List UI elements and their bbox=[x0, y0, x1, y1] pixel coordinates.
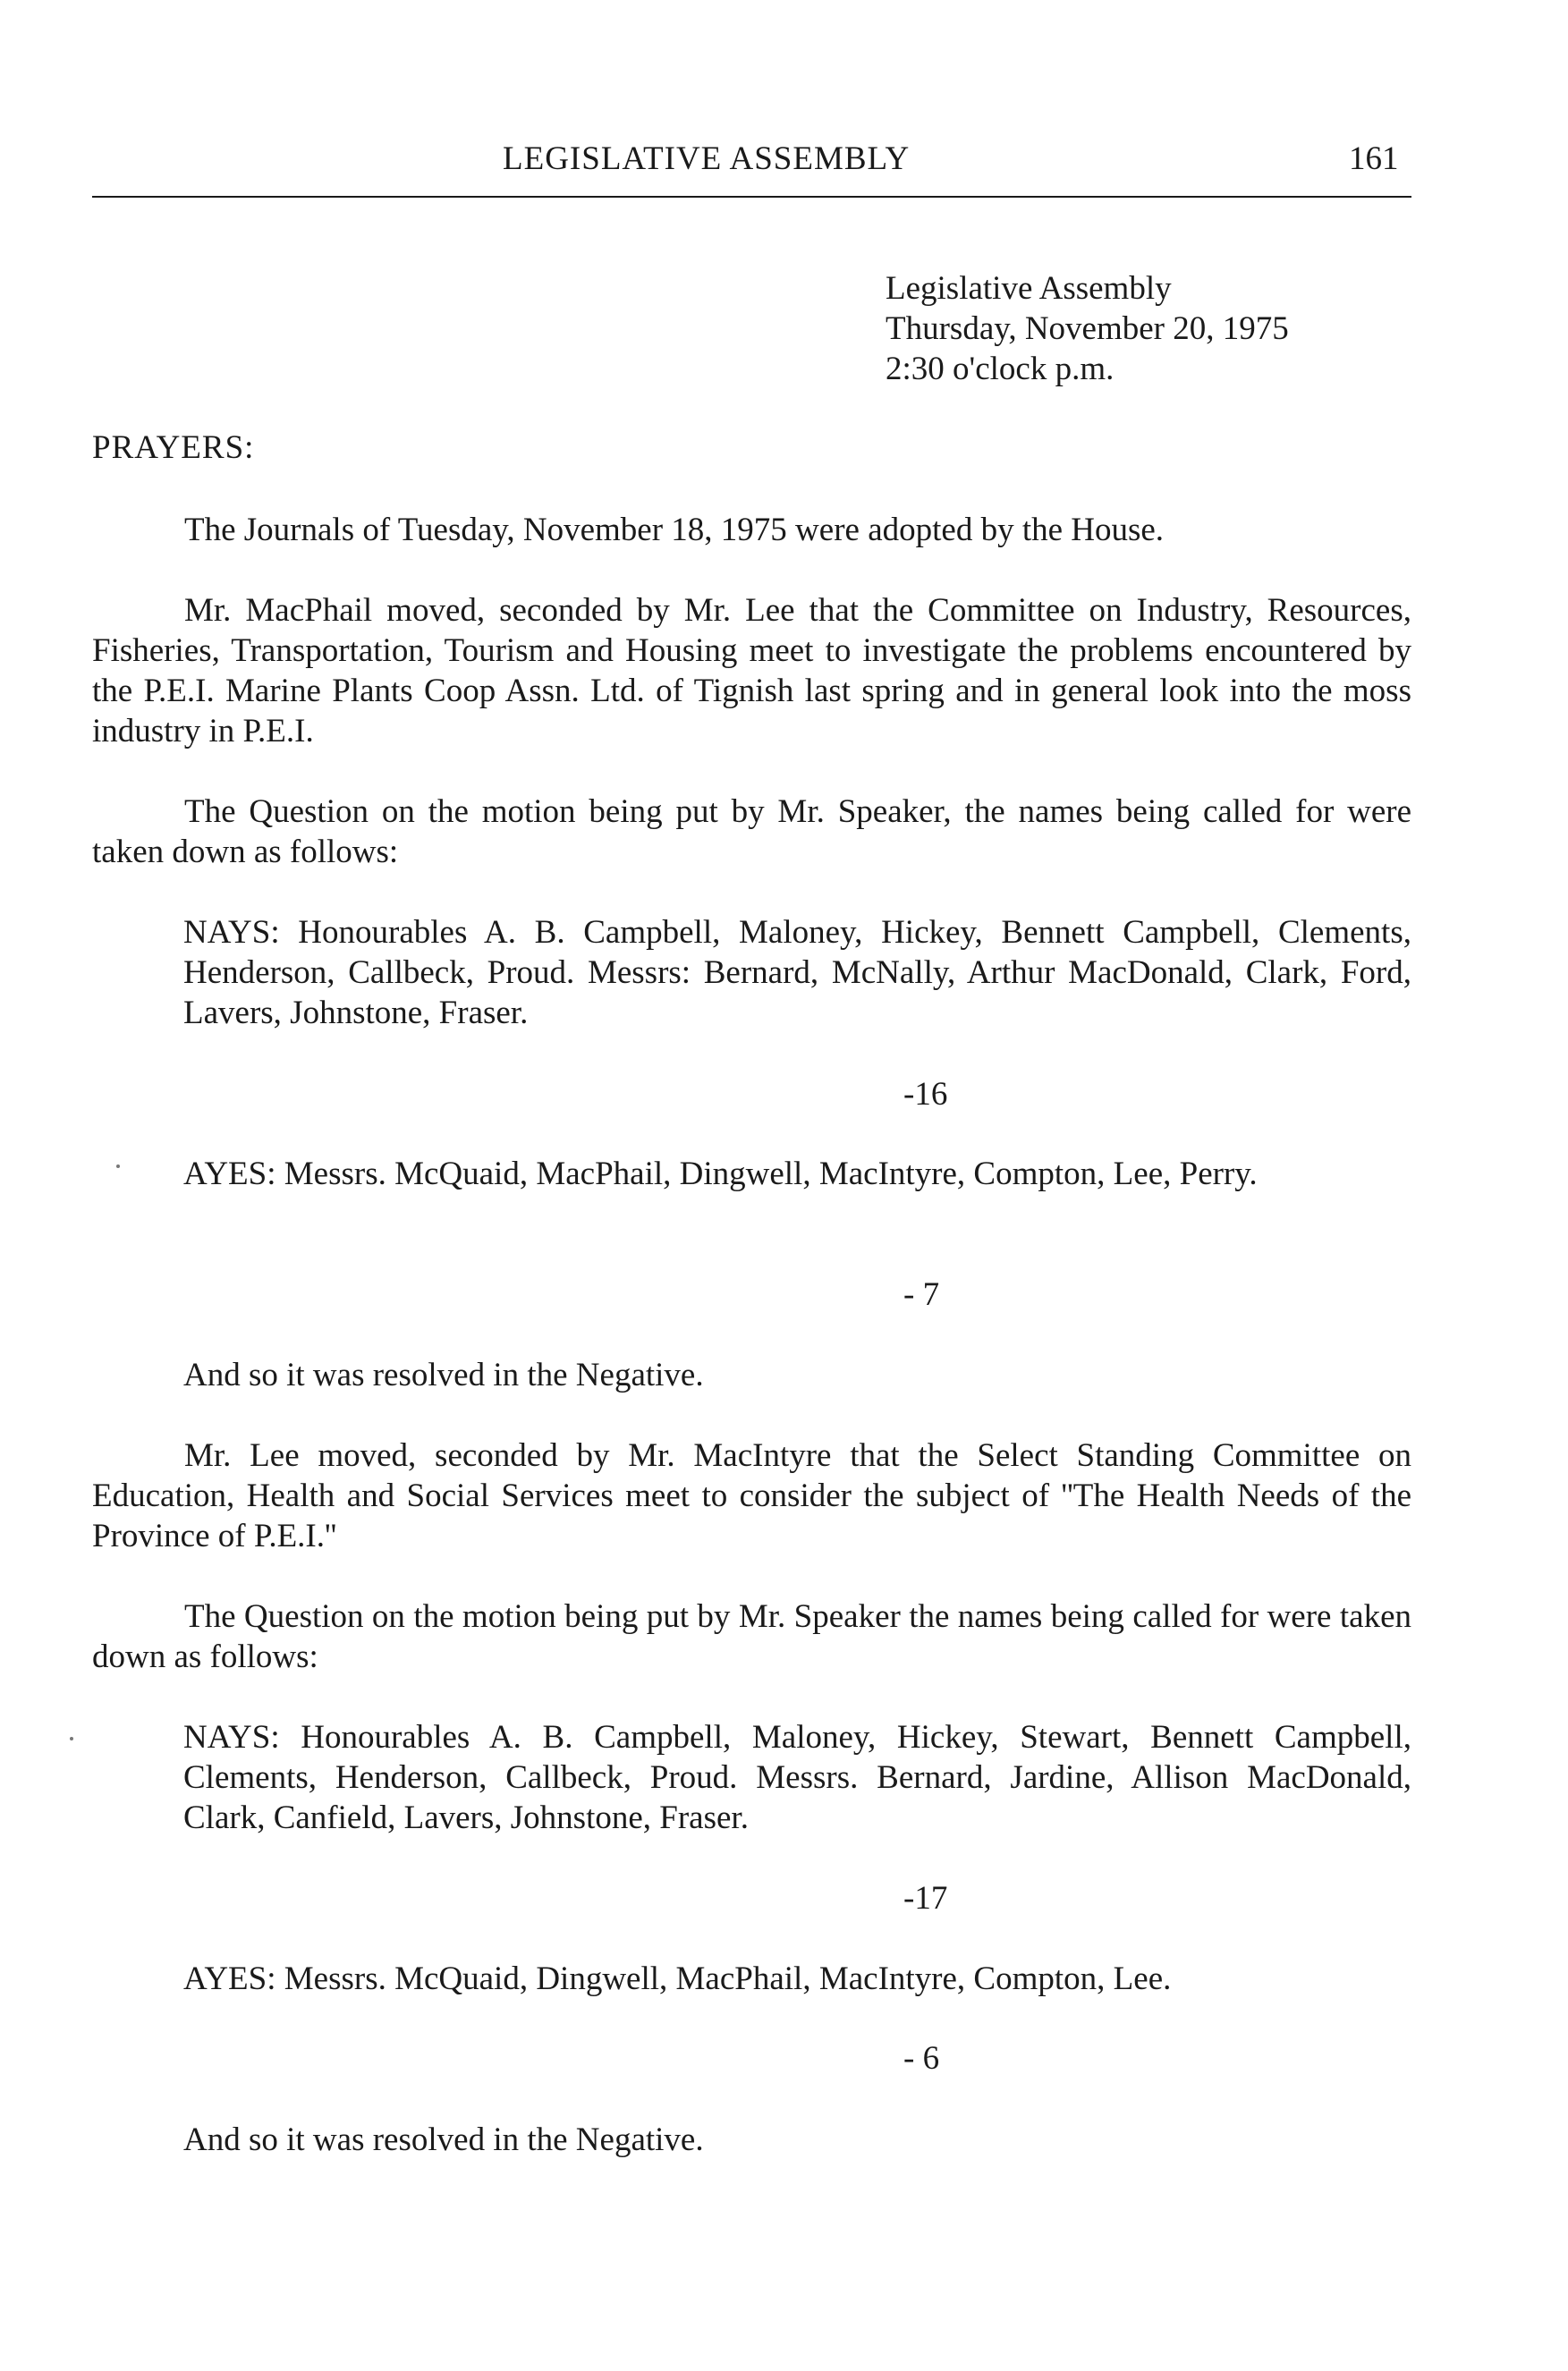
dateline-assembly: Legislative Assembly bbox=[886, 270, 1172, 307]
motion2-question-paragraph: The Question on the motion being put by Mr. Speaker the names being called for were taken down as follows: bbox=[92, 1598, 1411, 1675]
motion1-ayes-count: - 7 bbox=[903, 1276, 940, 1313]
running-header-title: LEGISLATIVE ASSEMBLY bbox=[503, 140, 911, 177]
motion2-paragraph: Mr. Lee moved, seconded by Mr. MacIntyre that the Select Standing Committee on Education, Health and Social Services meet to consider the subject of ''The Health Needs of the Province of P.E.I.'' bbox=[92, 1437, 1411, 1554]
motion1-question-paragraph: The Question on the motion being put by Mr. Speaker, the names being called for were taken down as follows: bbox=[92, 793, 1411, 870]
motion2-ayes-list: AYES: Messrs. McQuaid, Dingwell, MacPhail, MacIntyre, Compton, Lee. bbox=[183, 1960, 1172, 1997]
dateline-date: Thursday, November 20, 1975 bbox=[886, 310, 1289, 347]
motion2-nays-list: NAYS: Honourables A. B. Campbell, Maloney, Hickey, Stewart, Bennett Campbell, Clements, Henderson, Callbeck, Proud. Messrs. Bernard, Jardine, Allison MacDonald, Clark, Canfield, Lavers, Johnstone, Fraser. bbox=[183, 1719, 1411, 1836]
motion1-paragraph: Mr. MacPhail moved, seconded by Mr. Lee that the Committee on Industry, Resources, Fisheries, Transportation, Tourism and Housing meet to investigate the problems encountered by the P.E.I. Marine Plants Coop Assn. Ltd. of Tignish last spring and in general look into the moss industry in P.E.I. bbox=[92, 592, 1411, 749]
motion1-nays-list: NAYS: Honourables A. B. Campbell, Maloney, Hickey, Bennett Campbell, Clements, Henderson, Callbeck, Proud. Messrs: Bernard, McNally, Arthur MacDonald, Clark, Ford, Lavers, Johnstone, Fraser. bbox=[183, 914, 1411, 1031]
page-number: 161 bbox=[1349, 140, 1399, 177]
motion2-result: And so it was resolved in the Negative. bbox=[183, 2121, 704, 2158]
sitting-dateline bbox=[886, 268, 1289, 389]
motion2-ayes-count: - 6 bbox=[903, 2040, 940, 2077]
journals-adopted-paragraph: The Journals of Tuesday, November 18, 1975 were adopted by the House. bbox=[184, 512, 1165, 548]
dateline-time: 2:30 o'clock p.m. bbox=[886, 351, 1115, 387]
motion1-nays-count: -16 bbox=[903, 1076, 948, 1113]
prayers-heading: PRAYERS: bbox=[92, 429, 255, 466]
scan-speck bbox=[70, 1737, 73, 1740]
motion1-result: And so it was resolved in the Negative. bbox=[183, 1357, 704, 1393]
motion2-nays-count: -17 bbox=[903, 1880, 948, 1917]
motion1-ayes-list: AYES: Messrs. McQuaid, MacPhail, Dingwell, MacIntyre, Compton, Lee, Perry. bbox=[183, 1156, 1258, 1192]
header-rule bbox=[92, 196, 1411, 198]
scan-speck bbox=[116, 1164, 120, 1168]
